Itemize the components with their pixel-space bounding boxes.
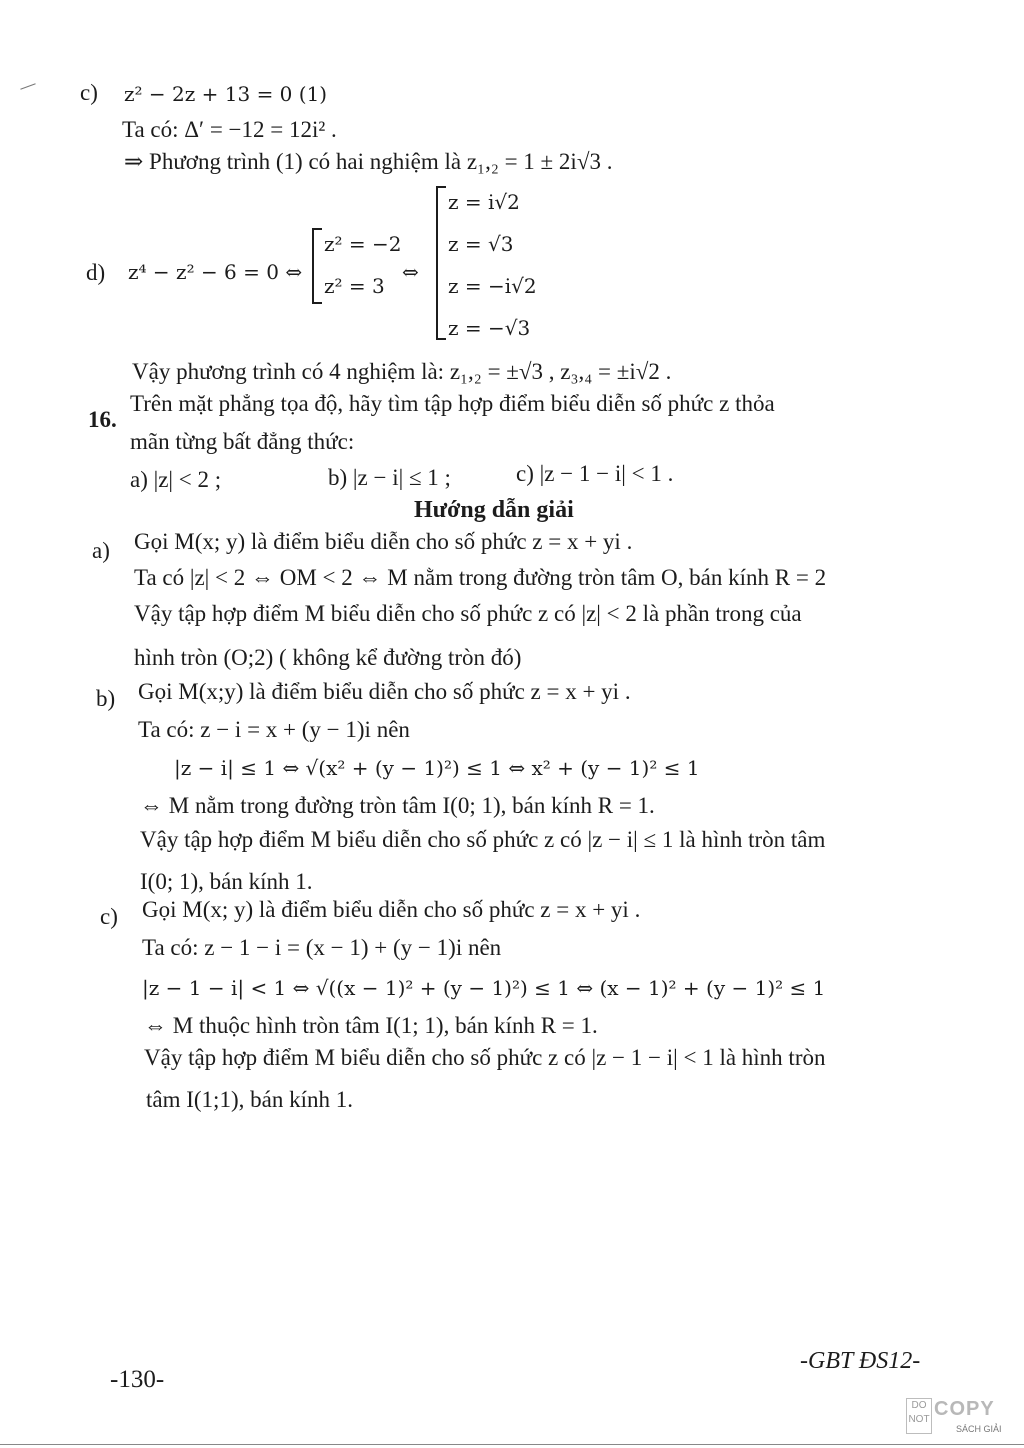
stamp-copy: COPY: [934, 1398, 995, 1420]
solution-a-line4: hình tròn (O;2) ( không kể đường tròn đó): [134, 645, 522, 670]
equation-d: z⁴ − z² − 6 = 0 ⇔: [128, 260, 303, 284]
bottom-rule: [0, 1444, 1024, 1445]
system-bracket-1: [312, 228, 322, 304]
problem-part-b: b) |z − i| ≤ 1 ;: [328, 465, 451, 490]
system2-row4: z = −√3: [448, 316, 531, 340]
system-bracket-2: [436, 186, 446, 340]
solution-b-line5: Vậy tập hợp điểm M biểu diễn cho số phức z có |z − i| ≤ 1 là hình tròn tâm: [140, 827, 826, 852]
solution-a-line3: Vậy tập hợp điểm M biểu diễn cho số phức z có |z| < 2 là phần trong của: [134, 601, 802, 626]
equation-c: z² − 2z + 13 = 0 (1): [124, 82, 328, 106]
solution-label-c: c): [100, 904, 118, 929]
solution-c-line1: Gọi M(x; y) là điểm biểu diễn cho số phức z = x + yi .: [142, 897, 641, 922]
solution-a-line2: Ta có |z| < 2 ⇔ OM < 2 ⇔ M nằm trong đường tròn tâm O, bán kính R = 2: [134, 565, 827, 590]
item-label-d: d): [86, 260, 106, 285]
solution-b-line6: I(0; 1), bán kính 1.: [140, 869, 313, 894]
problem-text-line2: mãn từng bất đẳng thức:: [130, 429, 355, 454]
solution-label-a: a): [92, 538, 110, 563]
solution-c-line5: Vậy tập hợp điểm M biểu diễn cho số phức z có |z − 1 − i| < 1 là hình tròn: [144, 1045, 826, 1070]
system1-row2: z² = 3: [324, 274, 385, 298]
solution-b-line2: Ta có: z − i = x + (y − 1)i nên: [138, 717, 410, 742]
problem-part-c: c) |z − 1 − i| < 1 .: [516, 461, 674, 486]
system2-row2: z = √3: [448, 232, 514, 256]
iff-symbol: ⇔: [402, 260, 419, 284]
solution-c-line6: tâm I(1;1), bán kính 1.: [146, 1087, 353, 1112]
solution-b-line3: |z − i| ≤ 1 ⇔ √(x² + (y − 1)²) ≤ 1 ⇔ x² + (y − 1)² ≤ 1: [174, 756, 700, 780]
do-not-copy-stamp: [906, 1398, 1010, 1440]
solution-c-line2: Ta có: z − 1 − i = (x − 1) + (y − 1)i nên: [142, 935, 502, 960]
problem-text-line1: Trên mặt phẳng tọa độ, hãy tìm tập hợp điểm biểu diễn số phức z thỏa: [130, 391, 775, 416]
guide-title: Hướng dẫn giải: [414, 497, 574, 523]
text-d-conclusion: Vậy phương trình có 4 nghiệm là: z₁,₂ = ±√3 , z₃,₄ = ±i√2 .: [132, 359, 672, 384]
solution-a-line1: Gọi M(x; y) là điểm biểu diễn cho số phức z = x + yi .: [134, 529, 633, 554]
problem-number: 16.: [88, 407, 117, 432]
stamp-do: DO: [911, 1400, 927, 1411]
solution-b-line4: ⇔ M nằm trong đường tròn tâm I(0; 1), bán kính R = 1.: [140, 793, 655, 818]
solution-c-line4: ⇔ M thuộc hình tròn tâm I(1; 1), bán kính R = 1.: [144, 1013, 598, 1038]
page-number: -130-: [110, 1366, 165, 1393]
stamp-sub: SÁCH GIẢI: [956, 1424, 1002, 1434]
solution-c-line3: |z − 1 − i| < 1 ⇔ √((x − 1)² + (y − 1)²) ≤ 1 ⇔ (x − 1)² + (y − 1)² ≤ 1: [142, 976, 826, 1000]
system1-row1: z² = −2: [324, 232, 402, 256]
text-c-conclusion: ⇒ Phương trình (1) có hai nghiệm là z₁,₂ = 1 ± 2i√3 .: [124, 149, 613, 174]
system2-row1: z = i√2: [448, 190, 520, 214]
solution-b-line1: Gọi M(x;y) là điểm biểu diễn cho số phức z = x + yi .: [138, 679, 631, 704]
solution-label-b: b): [96, 686, 116, 711]
stamp-not: NOT: [908, 1414, 930, 1425]
scan-mark: [20, 83, 35, 89]
problem-part-a: a) |z| < 2 ;: [130, 467, 222, 492]
text-delta: Ta có: Δ′ = −12 = 12i² .: [122, 117, 337, 142]
book-code: -GBT ĐS12-: [800, 1348, 921, 1374]
item-label-c: c): [80, 80, 98, 105]
stamp-box: [906, 1398, 932, 1434]
system2-row3: z = −i√2: [448, 274, 537, 298]
